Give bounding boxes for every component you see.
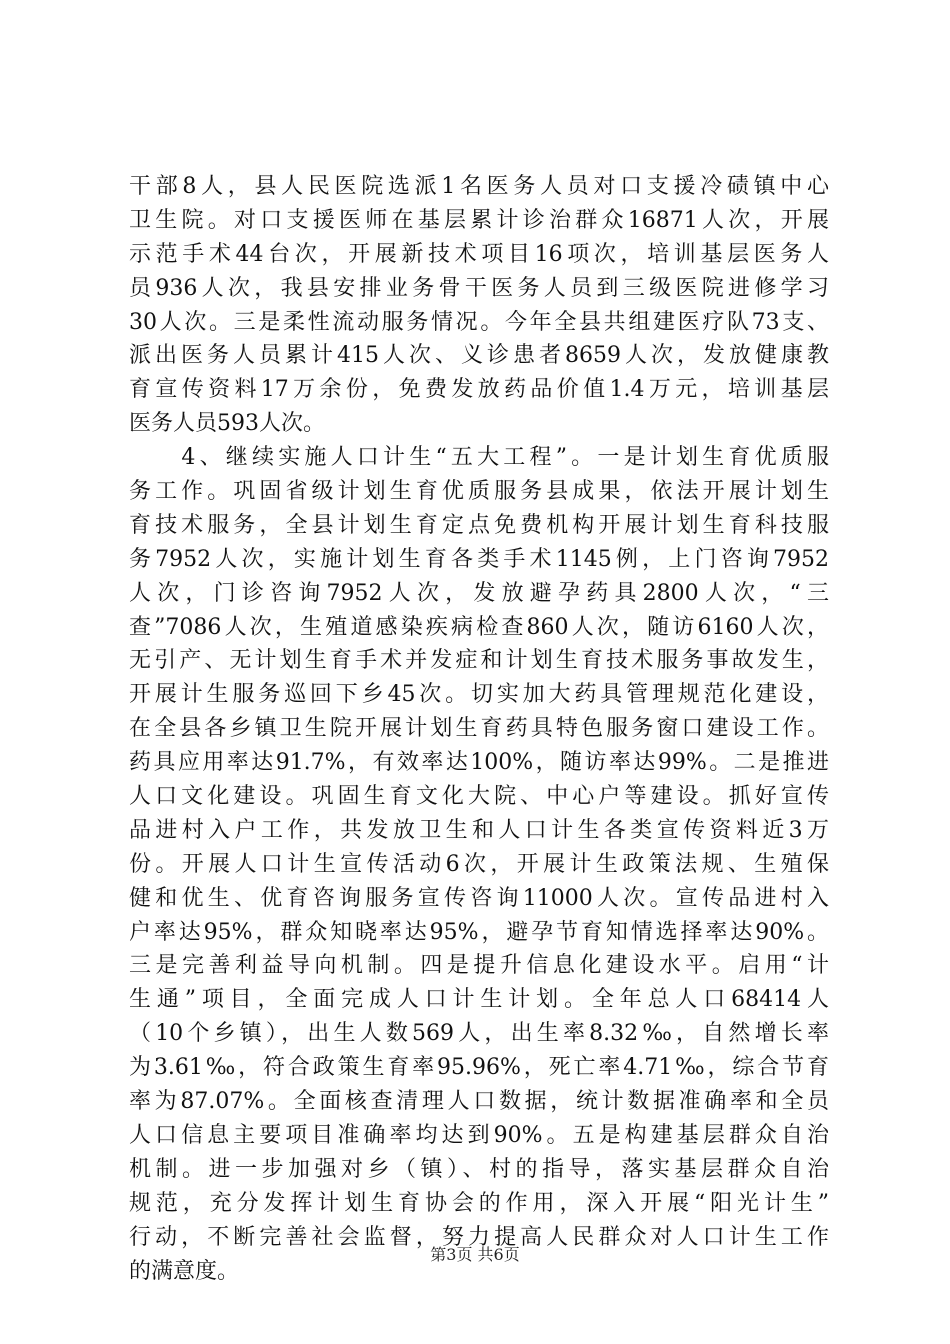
text-line: 生通”项目，全面完成人口计生计划。全年总人口68414人 [129,987,829,1013]
text-line: 在全县各乡镇卫生院开展计划生育药具特色服务窗口建设工作。 [129,716,829,742]
text-line: 的满意度。 [129,1258,240,1284]
text-line: 率为87.07%。全面核查清理人口数据，统计数据准确率和全员 [129,1089,829,1115]
text-line: 份。开展人口计生宣传活动6次，开展计生政策法规、生殖保 [129,851,829,877]
text-line: 药具应用率达91.7%，有效率达100%，随访率达99%。二是推进 [129,750,829,776]
text-line: 派出医务人员累计415人次、义诊患者8659人次，发放健康教 [129,343,829,369]
text-line: 示范手术44台次，开展新技术项目16项次，培训基层医务人 [129,241,829,267]
page-footer [0,1245,950,1265]
body-text [129,170,829,1288]
text-line: 人口文化建设。巩固生育文化大院、中心户等建设。抓好宣传 [129,784,829,810]
text-line: 行动，不断完善社会监督，努力提高人民群众对人口计生工作 [129,1224,829,1250]
text-line: 医务人员593人次。 [129,411,325,437]
text-line: 务7952人次，实施计划生育各类手术1145例，上门咨询7952 [129,546,829,572]
text-line: 30人次。三是柔性流动服务情况。今年全县共组建医疗队73支、 [129,309,829,335]
text-line: 务工作。巩固省级计划生育优质服务县成果，依法开展计划生 [129,479,829,505]
text-line: 4、继续实施人口计生“五大工程”。一是计划生育优质服 [129,445,829,471]
page-number: 第3页 共6页 [430,1245,520,1264]
text-line: 卫生院。对口支援医师在基层累计诊治群众16871人次，开展 [129,207,829,233]
text-line: 育宣传资料17万余份，免费发放药品价值1.4万元，培训基层 [129,377,829,403]
text-line: 为3.61‰，符合政策生育率95.96%，死亡率4.71‰，综合节育 [129,1055,829,1081]
text-line: 健和优生、优育咨询服务宣传咨询11000人次。宣传品进村入 [129,885,829,911]
text-line: 育技术服务，全县计划生育定点免费机构开展计划生育科技服 [129,512,829,538]
text-line: 开展计生服务巡回下乡45次。切实加大药具管理规范化建设， [129,682,829,708]
text-line: 机制。进一步加强对乡（镇）、村的指导，落实基层群众自治 [129,1156,829,1182]
text-line: （10个乡镇），出生人数569人，出生率8.32‰，自然增长率 [129,1021,829,1047]
text-line: 三是完善利益导向机制。四是提升信息化建设水平。启用“计 [129,953,829,979]
text-line: 户率达95%，群众知晓率达95%，避孕节育知情选择率达90%。 [129,919,829,945]
text-line: 干部8人，县人民医院选派1名医务人员对口支援冷碛镇中心 [129,174,829,199]
text-line: 无引产、无计划生育手术并发症和计划生育技术服务事故发生， [129,648,829,674]
text-line: 品进村入户工作，共发放卫生和人口计生各类宣传资料近3万 [129,817,829,843]
text-line: 人次，门诊咨询7952人次，发放避孕药具2800人次，“三 [129,580,829,606]
text-line: 查”7086人次，生殖道感染疾病检查860人次，随访6160人次， [129,614,829,640]
text-line: 人口信息主要项目准确率均达到90%。五是构建基层群众自治 [129,1122,829,1148]
text-line: 员936人次，我县安排业务骨干医务人员到三级医院进修学习 [129,275,829,301]
text-line: 规范，充分发挥计划生育协会的作用，深入开展“阳光计生” [129,1190,829,1216]
